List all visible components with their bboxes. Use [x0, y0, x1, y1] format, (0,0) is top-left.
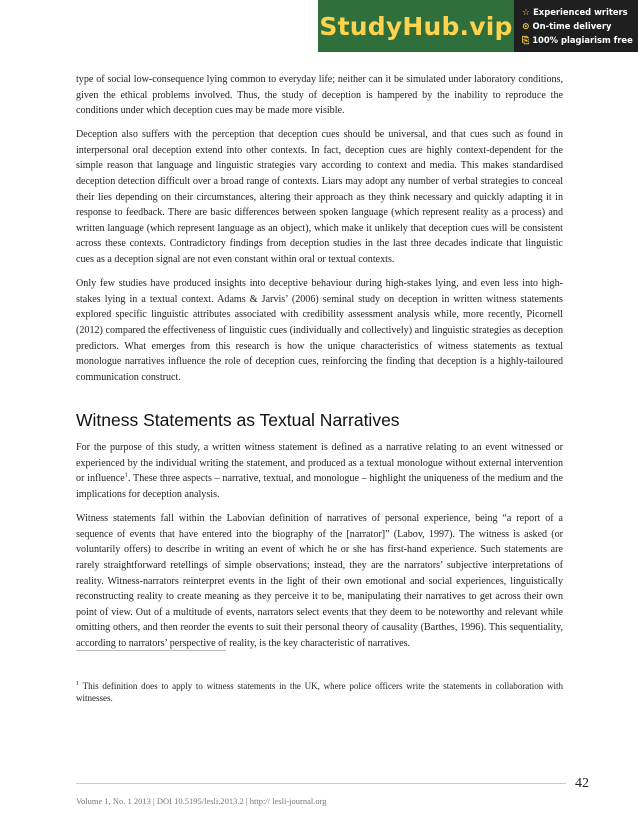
- paragraph: Deception also suffers with the perception that deception cues should be universal, and that cues such as found in interpersonal oral deception extend into other contexts. In fact, deception cues are highly context-dependent for the simple reason that language and linguistic strategies vary according to context and media. This makes standardised deception detection difficult over a broad range of contexts. Liars may adopt any number of verbal strategies to conceal their lies depending on their circumstances, altering their approach as they think necessary and quickly adapting it in response to feedback. There are basic differences between spoken language (which represent reality as a process) and written language (which represent language as an object), which make it unlikely that deception cues will be consistent across these contexts. Contradictory findings from deception studies in the last three decades indicate that linguistic cues as a deception signal are not even constant within oral or textual contexts.: [76, 129, 563, 266]
- paragraph: type of social low-consequence lying common to everyday life; neither can it be simulated under laboratory conditions, given the ethical problems involved. Thus, the study of deception is hampered by the inability to reproduce the conditions under which deception cues may be made more visible.: [76, 74, 563, 117]
- clock-icon: ⊙: [522, 22, 530, 32]
- promo-banner[interactable]: [318, 0, 638, 52]
- paragraph: Only few studies have produced insights into deceptive behaviour during high-stakes lying, and even less into high-stakes lying in a textual context. Adams & Jarvis’ (2006) seminal study on deception in written witness statements explored specific linguistic attributes associated with credibility assessment analysis while, more recently, Picornell (2012) compared the effectiveness of linguistic cues (individually and collectively) and linguistic strategies as deception predictors. What emerges from this research is how the unique characteristics of witness statements as textual monologue narratives influence the role of deception cues, reinforcing the finding that deception is a highly-tailoured communication construct.: [76, 278, 563, 383]
- page-number: 42: [575, 776, 589, 791]
- footer-divider: [76, 783, 566, 784]
- article-body: [76, 72, 563, 660]
- footnote-ref[interactable]: 1: [124, 472, 128, 480]
- perk-item: [522, 33, 638, 47]
- paragraph: Witness statements fall within the Labovian definition of narratives of personal experience, being “a report of a sequence of events that have entered into the biography of the [narrator]” (Labov, 1997). The witness is asked (or voluntarily offers) to describe in writing an event of which he or she has first-hand experience. Such statements are rarely straightforward retellings of simple observations; instead, they are the narrators’ subjective interpretations of reality. Witness-narrators reinterpret events in the light of their own emotional and social experiences, linguistically reconstructing reality to create meaning as they perceive it to be, manipulating their narratives to get across their own point of view. Out of a multitude of events, narrators select events that they deem to be noteworthy and relevant while omitting others, and then reorder the events to suit their personal theory of causality (Barthes, 1996). This sequentiality, according to narrators’ perspective of reality, is the key characteristic of narratives.: [76, 513, 563, 649]
- paragraph-text: For the purpose of this study, a written witness statement is defined as a narrative relating to an event witnessed or experienced by the individual writing the statement, and produced as a textual monologue without external intervention or influence: [76, 442, 563, 485]
- brand-logo[interactable]: StudyHub.vip: [318, 0, 514, 52]
- footnote-text: This definition does to apply to witness statements in the UK, where police officers write the statements in collaboration with witnesses.: [76, 681, 563, 703]
- page-footer: Volume 1, No. 1 2013 | DOI 10.5195/lesli.2013.2 | http:// lesli-journal.org: [76, 796, 327, 806]
- perk-item: [522, 19, 638, 33]
- perk-item: [522, 5, 638, 19]
- perk-text: Experienced writers: [533, 7, 628, 17]
- perk-text: 100% plagiarism free: [532, 35, 633, 45]
- paragraph: [76, 440, 563, 502]
- document-icon: ⎘: [522, 36, 530, 46]
- star-icon: ☆: [522, 8, 531, 18]
- paragraph-text: . These three aspects – narrative, textual, and monologue – highlight the uniqueness of the medium and the implications for deception analysis.: [76, 473, 563, 501]
- footnote: [76, 680, 563, 704]
- perk-text: On-time delivery: [532, 21, 612, 31]
- footnote-marker: 1: [76, 681, 79, 687]
- footnote-divider: [76, 650, 226, 651]
- perks-list: [514, 0, 638, 52]
- section-heading: Witness Statements as Textual Narratives: [76, 410, 400, 431]
